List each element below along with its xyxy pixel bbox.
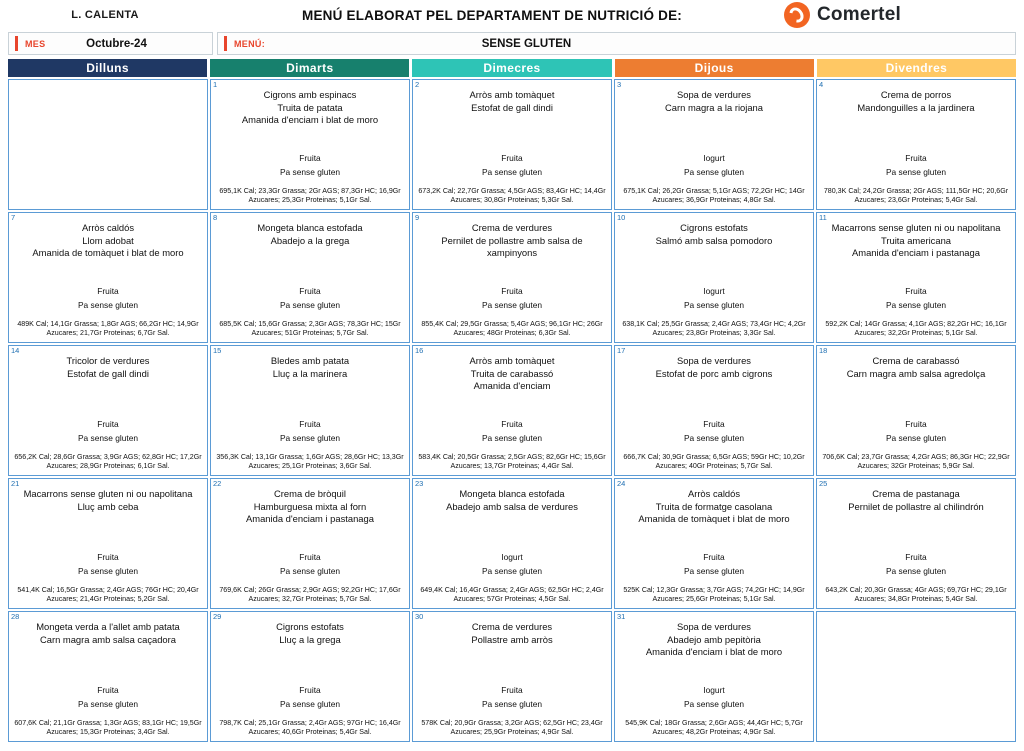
extra-item: Pa sense gluten [279,433,341,443]
nutrition-info [820,187,1012,206]
extra-item: Pa sense gluten [885,433,947,443]
nutrition-info [214,453,406,472]
dish-item: Amanida d'enciam i pastanaga [246,513,374,525]
nutrition-line: Azucares; 48Gr Proteinas; 6,3Gr Sal. [453,329,571,338]
dish-item: Crema de bròquil [274,488,346,499]
extra-item: Pa sense gluten [77,300,139,310]
day-cell-7 [8,212,208,343]
extra-item: Pa sense gluten [279,699,341,709]
dish-item: Estofat de gall dindi [67,367,149,379]
nutrition-line: 798,7K Cal; 25,1Gr Grassa; 2,4Gr AGS; 97Gr HC; 16,4Gr [219,718,401,727]
extras-list [9,683,207,711]
nutrition-line: 675,1K Cal; 26,2Gr Grassa; 5,1Gr AGS; 72,2Gr HC; 14Gr [623,186,805,195]
dish-item: Crema de verdures [471,222,553,233]
day-number: 22 [213,479,222,488]
extras-list [615,284,813,312]
week-row [8,212,1016,343]
nutrition-line: Azucares; 13,7Gr Proteinas; 4,4Gr Sal. [450,462,574,471]
weekday-header-row [8,59,1016,77]
extra-item: Pa sense gluten [885,300,947,310]
dish-item: Carn magra amb salsa agredolça [846,367,986,379]
day-number: 1 [213,80,218,89]
day-number: 18 [819,346,828,355]
extra-item: Pa sense gluten [885,167,947,177]
nutrition-line: Azucares; 57Gr Proteinas; 4,5Gr Sal. [453,595,571,604]
dish-item: Cigrons estofats [680,222,748,233]
day-cell-21 [8,478,208,609]
menu-value: SENSE GLUTEN [481,37,572,50]
extras-list [615,683,813,711]
nutrition-line: Azucares; 21,4Gr Proteinas; 5,2Gr Sal. [46,595,170,604]
nutrition-line: Azucares; 25,3Gr Proteinas; 5,1Gr Sal. [248,196,372,205]
brand-logo [784,2,1014,28]
dish-item: Abadejo amb salsa de verdures [446,500,578,512]
extra-item: Pa sense gluten [77,433,139,443]
dish-item: Crema de carabassó [872,355,960,366]
nutrition-line: Azucares; 36,9Gr Proteinas; 4,8Gr Sal. [652,196,776,205]
nutrition-line: Azucares; 25,1Gr Proteinas; 3,6Gr Sal. [248,462,372,471]
weekday-header-4: Dijous [615,59,814,77]
dish-item: Crema de pastanaga [872,488,960,499]
month-label: MES [25,38,46,49]
dish-item: Amanida de tomàquet i blat de moro [638,513,790,525]
extras-list [9,550,207,578]
nutrition-line: Azucares; 28,9Gr Proteinas; 6,1Gr Sal. [46,462,170,471]
day-number: 28 [11,612,20,621]
nutrition-info [618,453,810,472]
dish-item: Mongeta blanca estofada [257,222,363,233]
nutrition-line: Azucares; 23,8Gr Proteinas; 3,3Gr Sal. [652,329,776,338]
dish-item: Tricolor de verdures [66,355,150,366]
day-number: 21 [11,479,20,488]
dish-list [817,80,1015,114]
nutrition-info [416,586,608,605]
dish-list [615,479,813,526]
extras-list [211,151,409,179]
meta-row [8,32,1016,55]
nutrition-line: Azucares; 32,2Gr Proteinas; 5,1Gr Sal. [854,329,978,338]
extra-item: Pa sense gluten [481,699,543,709]
extra-item: Fruita [299,685,321,695]
month-value: Octubre-24 [86,37,147,50]
day-number: 23 [415,479,424,488]
menu-field[interactable] [217,32,1016,55]
page-header [6,0,1018,30]
extra-item: Iogurt [703,153,725,163]
weekday-header-2: Dimarts [210,59,409,77]
nutrition-line: Azucares; 30,8Gr Proteinas; 5,3Gr Sal. [450,196,574,205]
dish-item: Carn magra amb salsa caçadora [39,633,176,645]
nutrition-line: 643,2K Cal; 20,3Gr Grassa; 4Gr AGS; 69,7Gr HC; 29,1Gr [825,585,1007,594]
extra-item: Pa sense gluten [885,566,947,576]
nutrition-info [618,320,810,339]
extra-item: Fruita [905,552,927,562]
dish-item: Truita americana [881,234,951,246]
day-number: 7 [11,213,16,222]
day-number: 3 [617,80,622,89]
nutrition-line: 706,6K Cal; 23,7Gr Grassa; 4,2Gr AGS; 86,3Gr HC; 22,9Gr [822,452,1010,461]
day-cell-30 [412,611,612,742]
extra-item: Fruita [97,419,119,429]
extra-item: Pa sense gluten [77,699,139,709]
extras-list [9,417,207,445]
day-number: 30 [415,612,424,621]
dish-item: Pollastre amb arròs [471,633,553,645]
extra-item: Pa sense gluten [481,300,543,310]
nutrition-line: 649,4K Cal; 16,4Gr Grassa; 2,4Gr AGS; 62,5Gr HC; 2,4Gr [420,585,604,594]
dish-item: Bledes amb patata [270,355,350,366]
extra-item: Pa sense gluten [683,566,745,576]
nutrition-line: Azucares; 40,6Gr Proteinas; 5,4Gr Sal. [248,728,372,737]
nutrition-info [214,719,406,738]
extras-list [413,417,611,445]
day-cell-22 [210,478,410,609]
day-number: 24 [617,479,626,488]
extra-item: Iogurt [703,286,725,296]
day-cell-1 [210,79,410,210]
extra-item: Pa sense gluten [279,167,341,177]
dish-item: Arròs amb tomàquet [469,355,555,366]
extra-item: Pa sense gluten [77,566,139,576]
day-number: 25 [819,479,828,488]
extra-item: Pa sense gluten [683,699,745,709]
day-cell-empty [816,611,1016,742]
extra-item: Pa sense gluten [279,300,341,310]
day-cell-24 [614,478,814,609]
dish-list [615,346,813,380]
day-cell-23 [412,478,612,609]
dish-item: Cigrons estofats [276,621,344,632]
nutrition-line: Azucares; 32Gr Proteinas; 5,9Gr Sal. [857,462,975,471]
nutrition-info [618,187,810,206]
extras-list [211,417,409,445]
extras-list [615,151,813,179]
day-cell-4 [816,79,1016,210]
nutrition-line: 656,2K Cal; 28,6Gr Grassa; 3,9Gr AGS; 62,8Gr HC; 17,2Gr [14,452,202,461]
dish-list [9,612,207,646]
dish-item: Arròs amb tomàquet [469,89,555,100]
dish-list [615,612,813,659]
nutrition-info [820,453,1012,472]
dish-list [817,213,1015,260]
dish-item: Sopa de verdures [676,355,751,366]
day-cell-10 [614,212,814,343]
extra-item: Fruita [905,286,927,296]
day-number: 10 [617,213,626,222]
day-cell-17 [614,345,814,476]
dish-list [211,612,409,646]
week-row [8,478,1016,609]
extra-item: Fruita [501,153,523,163]
dish-item: Truita de carabassó [470,367,554,379]
day-cell-3 [614,79,814,210]
dish-item: Pernilet de pollastre amb salsa de xampinyons [441,234,583,259]
nutrition-info [820,320,1012,339]
extras-list [615,417,813,445]
dish-list [9,346,207,380]
nutrition-info [214,586,406,605]
extras-list [817,284,1015,312]
day-cell-14 [8,345,208,476]
brand-name: Comertel [817,4,901,25]
day-cell-9 [412,212,612,343]
accent-bar-icon [15,36,18,51]
nutrition-line: 780,3K Cal; 24,2Gr Grassa; 2Gr AGS; 111,5Gr HC; 20,6Gr [823,186,1009,195]
dish-item: Carn magra a la riojana [665,101,763,113]
dish-item: Estofat de gall dindi [471,101,553,113]
extras-list [211,550,409,578]
nutrition-line: 525K Cal; 12,3Gr Grassa; 3,7Gr AGS; 74,2Gr HC; 14,9Gr [623,585,805,594]
day-number: 9 [415,213,420,222]
dish-item: Amanida de tomàquet i blat de moro [32,247,184,259]
dish-item: Pernilet de pollastre al chilindrón [848,500,984,512]
accent-bar-icon [224,36,227,51]
nutrition-line: 638,1K Cal; 25,5Gr Grassa; 2,4Gr AGS; 73,4Gr HC; 4,2Gr [622,319,806,328]
dish-list [817,346,1015,380]
nutrition-line: 545,9K Cal; 18Gr Grassa; 2,6Gr AGS; 44,4Gr HC; 5,7Gr [625,718,803,727]
nutrition-line: 673,2K Cal; 22,7Gr Grassa; 4,5Gr AGS; 83,4Gr HC; 14,4Gr [418,186,606,195]
day-number: 4 [819,80,824,89]
nutrition-line: Azucares; 48,2Gr Proteinas; 4,9Gr Sal. [652,728,776,737]
extra-item: Fruita [905,419,927,429]
day-cell-8 [210,212,410,343]
extra-item: Fruita [97,685,119,695]
week-row [8,79,1016,210]
nutrition-line: Azucares; 23,6Gr Proteinas; 5,4Gr Sal. [854,196,978,205]
day-cell-18 [816,345,1016,476]
extra-item: Fruita [299,419,321,429]
dish-list [211,80,409,127]
dish-item: Amanida d'enciam i blat de moro [241,114,379,126]
extra-item: Fruita [501,286,523,296]
day-cell-16 [412,345,612,476]
day-cell-31 [614,611,814,742]
nutrition-info [12,453,204,472]
nutrition-line: 855,4K Cal; 29,5Gr Grassa; 5,4Gr AGS; 96,1Gr HC; 26Gr [421,319,603,328]
comertel-logo-icon [784,2,810,28]
dish-item: Lluç a la grega [279,633,341,645]
extras-list [211,284,409,312]
week-row [8,345,1016,476]
dish-item: Truita de patata [277,101,343,113]
nutrition-line: 578K Cal; 20,9Gr Grassa; 3,2Gr AGS; 62,5Gr HC; 23,4Gr [421,718,603,727]
extra-item: Fruita [905,153,927,163]
dish-item: Crema de porros [880,89,952,100]
nutrition-info [416,453,608,472]
extra-item: Iogurt [703,685,725,695]
extra-item: Pa sense gluten [481,433,543,443]
extra-item: Fruita [299,286,321,296]
extra-item: Pa sense gluten [683,433,745,443]
dish-item: Truita de formatge casolana [655,500,773,512]
dish-item: Abadejo a la grega [270,234,350,246]
day-cell-2 [412,79,612,210]
day-number: 15 [213,346,222,355]
nutrition-line: Azucares; 15,3Gr Proteinas; 3,4Gr Sal. [46,728,170,737]
nutrition-line: Azucares; 32,7Gr Proteinas; 5,7Gr Sal. [248,595,372,604]
extra-item: Fruita [703,552,725,562]
day-cell-29 [210,611,410,742]
dish-list [817,479,1015,513]
nutrition-line: 666,7K Cal; 30,9Gr Grassa; 6,5Gr AGS; 59Gr HC; 10,2Gr [623,452,805,461]
nutrition-info [618,719,810,738]
extra-item: Fruita [299,552,321,562]
dish-item: Lluç amb ceba [77,500,139,512]
extras-list [413,550,611,578]
weekday-header-5: Divendres [817,59,1016,77]
dish-item: Salmó amb salsa pomodoro [655,234,773,246]
month-field[interactable] [8,32,213,55]
nutrition-line: 769,6K Cal; 26Gr Grassa; 2,9Gr AGS; 92,2Gr HC; 17,6Gr [219,585,401,594]
nutrition-info [214,320,406,339]
nutrition-line: Azucares; 25,6Gr Proteinas; 5,1Gr Sal. [652,595,776,604]
dish-item: Mandonguilles a la jardinera [857,101,975,113]
day-number: 8 [213,213,218,222]
dish-list [211,213,409,247]
dish-item: Sopa de verdures [676,621,751,632]
extra-item: Fruita [299,153,321,163]
extras-list [9,284,207,312]
extra-item: Fruita [501,685,523,695]
dish-item: Abadejo amb pepitòria [667,633,761,645]
dish-item: Cigrons amb espinacs [263,89,357,100]
dish-list [413,346,611,393]
nutrition-info [416,320,608,339]
extras-list [817,151,1015,179]
nutrition-line: 489K Cal; 14,1Gr Grassa; 1,8Gr AGS; 66,2Gr HC; 14,9Gr [17,319,199,328]
dish-item: Amanida d'enciam i blat de moro [645,646,783,658]
extra-item: Pa sense gluten [481,566,543,576]
dish-list [413,612,611,646]
dish-list [211,479,409,526]
dish-list [413,479,611,513]
week-row [8,611,1016,742]
day-number: 29 [213,612,222,621]
extras-list [817,550,1015,578]
dish-item: Arròs caldós [81,222,135,233]
dish-list [9,213,207,260]
day-number: 16 [415,346,424,355]
nutrition-line: 583,4K Cal; 20,5Gr Grassa; 2,5Gr AGS; 82,6Gr HC; 15,6Gr [418,452,606,461]
day-cell-empty [8,79,208,210]
extras-list [413,284,611,312]
dish-list [413,213,611,260]
dish-item: Arròs caldós [687,488,741,499]
dish-list [615,80,813,114]
nutrition-line: 356,3K Cal; 13,1Gr Grassa; 1,6Gr AGS; 28,6Gr HC; 13,3Gr [216,452,404,461]
dish-list [413,80,611,114]
dish-item: Amanida d'enciam i pastanaga [852,247,980,259]
nutrition-info [214,187,406,206]
nutrition-line: Azucares; 21,7Gr Proteinas; 6,7Gr Sal. [46,329,170,338]
extra-item: Pa sense gluten [683,300,745,310]
nutrition-line: 685,5K Cal; 15,6Gr Grassa; 2,3Gr AGS; 78,3Gr HC; 15Gr [219,319,401,328]
extra-item: Pa sense gluten [279,566,341,576]
extras-list [817,417,1015,445]
dish-item: Llom adobat [82,234,134,246]
nutrition-info [12,586,204,605]
dish-item: Macarrons sense gluten ni ou napolitana [831,222,1001,233]
dish-item: Lluç a la marinera [272,367,348,379]
menu-grid [8,79,1016,742]
nutrition-line: 607,6K Cal; 21,1Gr Grassa; 1,3Gr AGS; 83,1Gr HC; 19,5Gr [14,718,202,727]
menu-label: MENÚ: [234,38,265,49]
extras-list [211,683,409,711]
company-name: L. CALENTA [71,9,139,21]
extras-list [615,550,813,578]
extras-list [413,151,611,179]
day-cell-15 [210,345,410,476]
dish-item: Hamburguesa mixta al forn [253,500,367,512]
day-cell-25 [816,478,1016,609]
nutrition-info [416,719,608,738]
nutrition-line: Azucares; 34,8Gr Proteinas; 5,4Gr Sal. [854,595,978,604]
extra-item: Pa sense gluten [683,167,745,177]
dish-item: Crema de verdures [471,621,553,632]
day-cell-11 [816,212,1016,343]
dish-list [9,479,207,513]
extra-item: Fruita [501,419,523,429]
dish-item: Estofat de porc amb cigrons [655,367,773,379]
dish-item: Amanida d'enciam [473,380,551,392]
day-number: 17 [617,346,626,355]
day-number: 31 [617,612,626,621]
dish-item: Mongeta verda a l'allet amb patata [36,621,180,632]
day-number: 14 [11,346,20,355]
nutrition-info [820,586,1012,605]
extra-item: Iogurt [501,552,523,562]
nutrition-info [12,320,204,339]
page-title: MENÚ ELABORAT PEL DEPARTAMENT DE NUTRICIÓ DE: [302,7,682,23]
nutrition-info [618,586,810,605]
dish-item: Sopa de verdures [676,89,751,100]
day-number: 11 [819,213,827,222]
dish-list [211,346,409,380]
dish-list [615,213,813,247]
extra-item: Fruita [97,552,119,562]
day-cell-28 [8,611,208,742]
extra-item: Fruita [97,286,119,296]
dish-item: Mongeta blanca estofada [459,488,565,499]
dish-item: Macarrons sense gluten ni ou napolitana [23,488,193,499]
nutrition-line: 695,1K Cal; 23,3Gr Grassa; 2Gr AGS; 87,3Gr HC; 16,9Gr [219,186,401,195]
nutrition-info [12,719,204,738]
nutrition-line: Azucares; 51Gr Proteinas; 5,7Gr Sal. [251,329,369,338]
nutrition-info [416,187,608,206]
weekday-header-1: Dilluns [8,59,207,77]
extras-list [413,683,611,711]
nutrition-line: 541,4K Cal; 16,5Gr Grassa; 2,4Gr AGS; 76Gr HC; 20,4Gr [17,585,199,594]
day-number: 2 [415,80,420,89]
extra-item: Pa sense gluten [481,167,543,177]
nutrition-line: Azucares; 40Gr Proteinas; 5,7Gr Sal. [655,462,773,471]
extra-item: Fruita [703,419,725,429]
nutrition-line: 592,2K Cal; 14Gr Grassa; 4,1Gr AGS; 82,2Gr HC; 16,1Gr [825,319,1007,328]
weekday-header-3: Dimecres [412,59,611,77]
nutrition-line: Azucares; 25,9Gr Proteinas; 4,9Gr Sal. [450,728,574,737]
